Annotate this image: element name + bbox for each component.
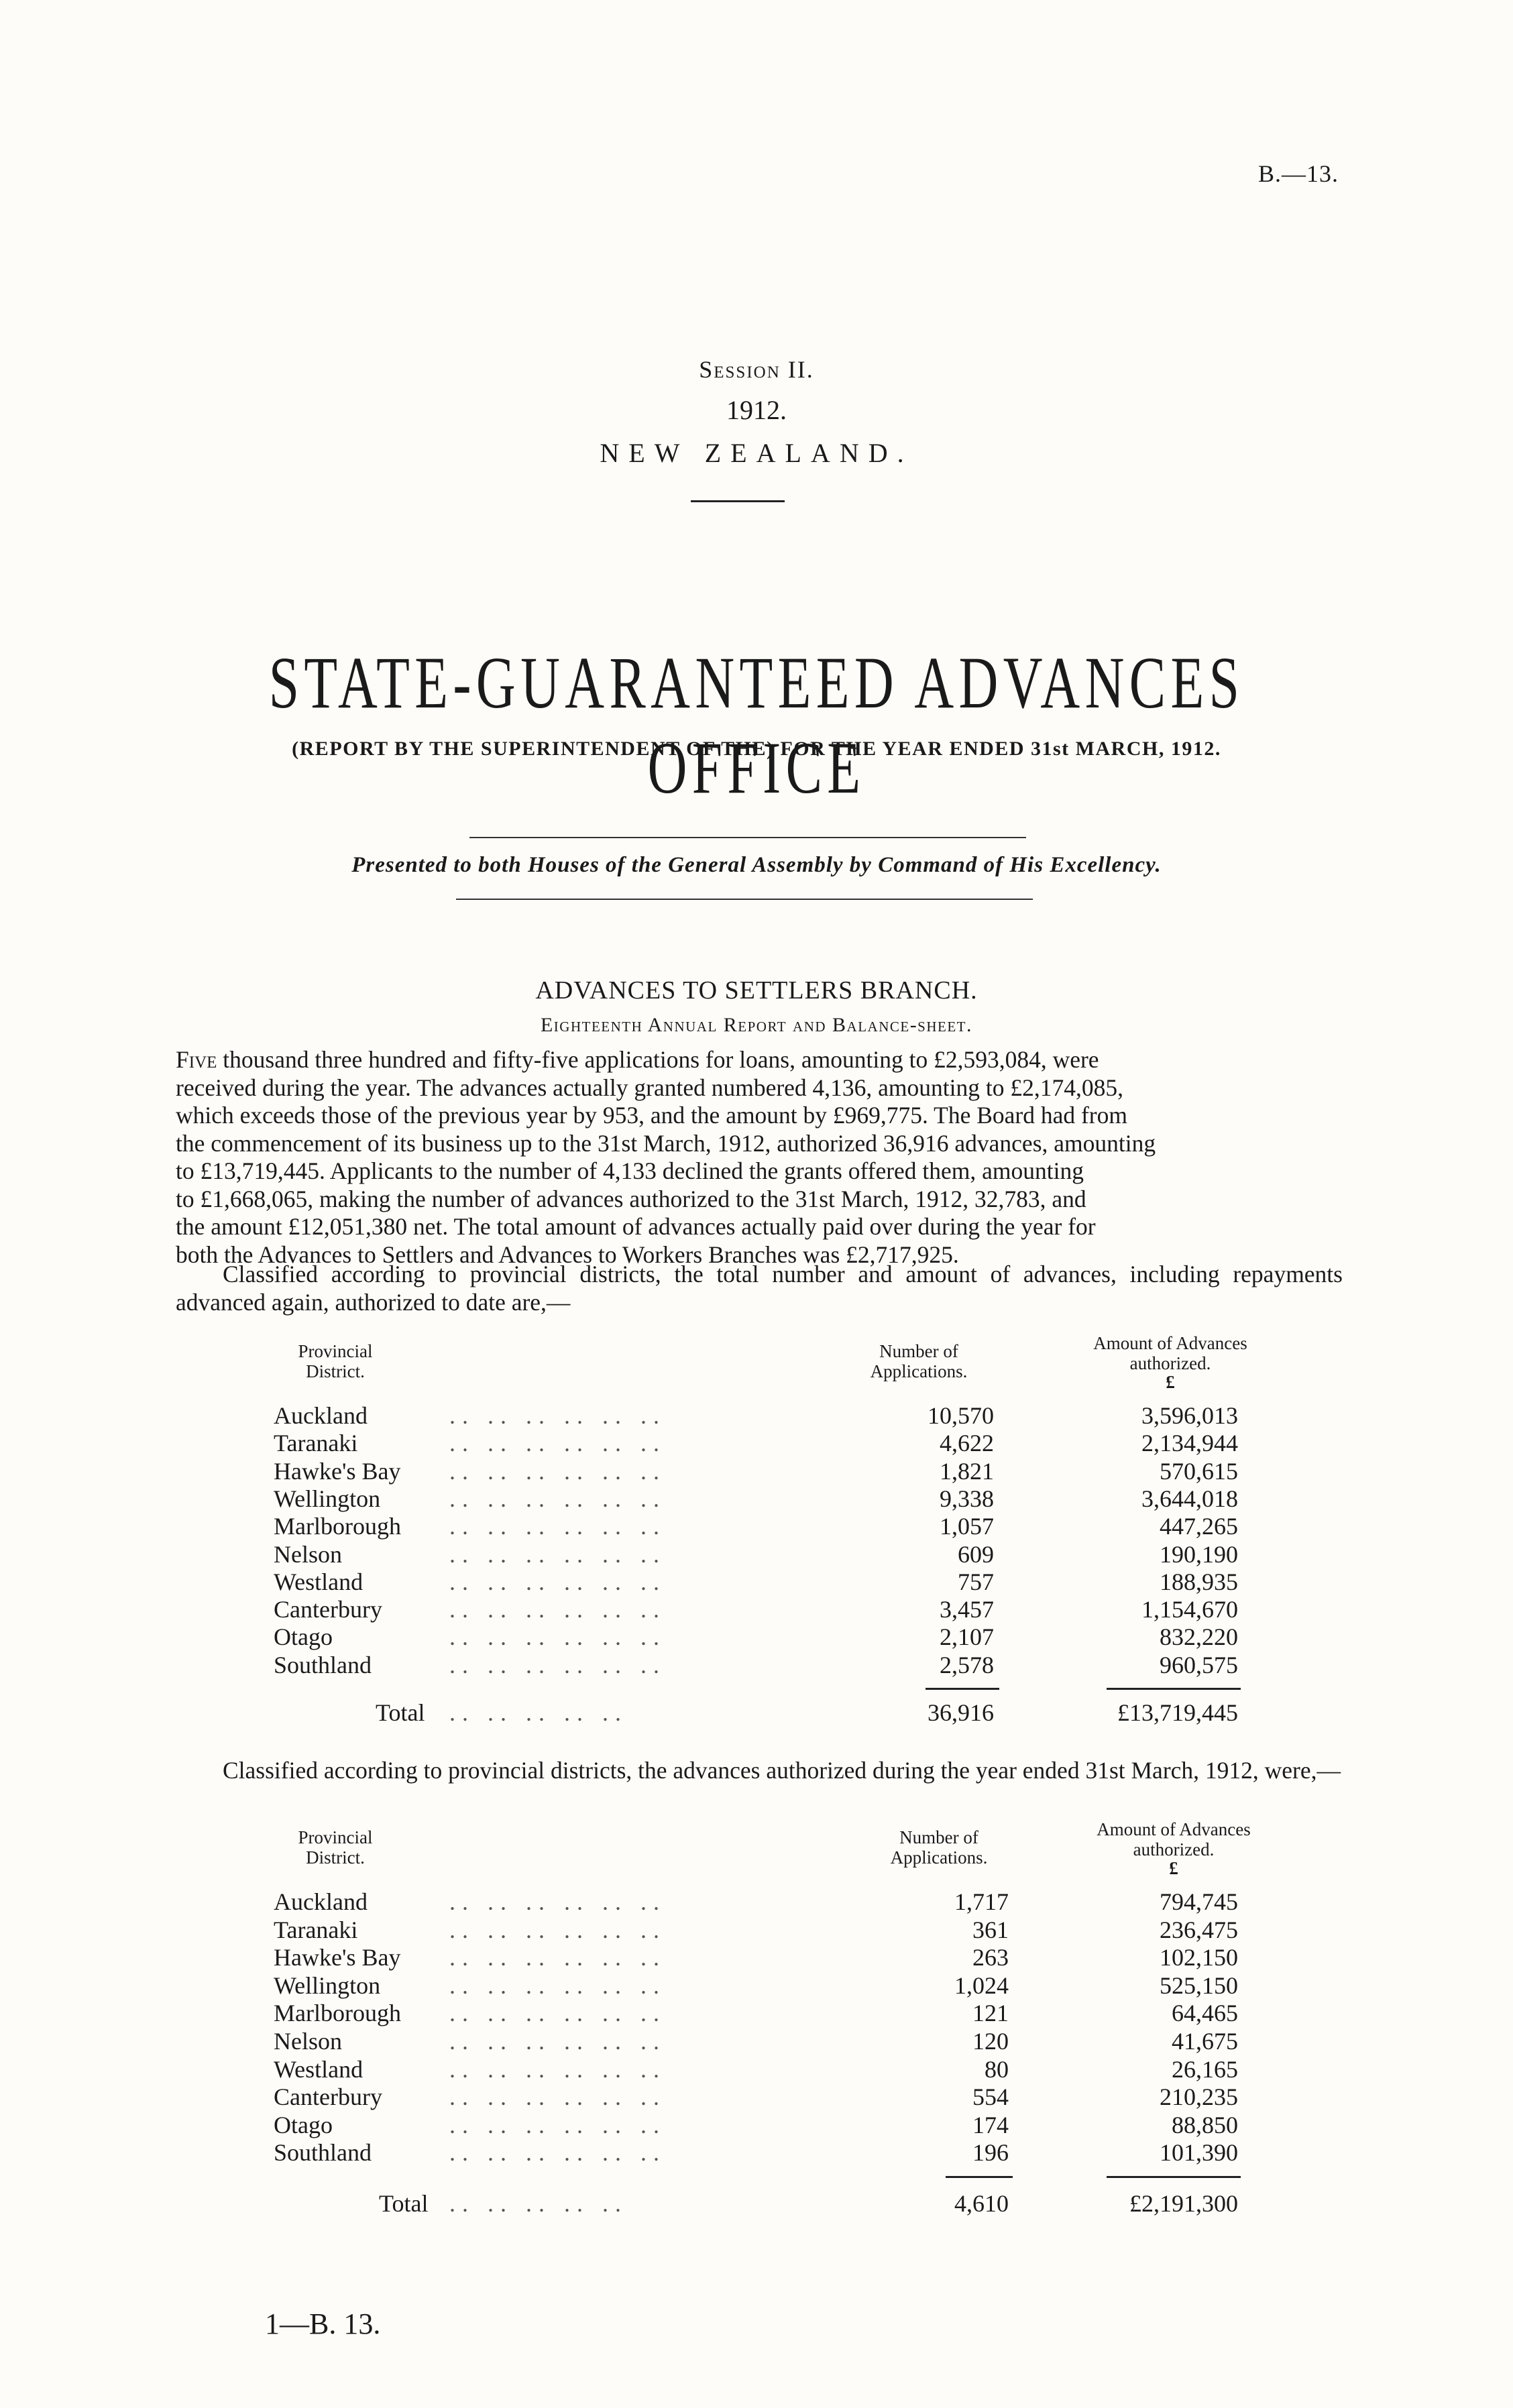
table-row [0, 1540, 1513, 1568]
cell-district: Auckland [274, 1402, 368, 1429]
total-label: Total [379, 2190, 429, 2217]
cell-district: Otago [274, 1623, 333, 1651]
table-row [0, 1999, 1513, 2027]
cell-amount: 64,465 [1172, 2000, 1238, 2027]
total-rule [1107, 1688, 1241, 1690]
table-row [0, 1943, 1513, 1971]
cell-district: Auckland [274, 1888, 368, 1915]
table-row [0, 1457, 1513, 1485]
cell-number: 1,057 [940, 1513, 994, 1540]
table-row [0, 2138, 1513, 2167]
paragraph-line: the commencement of its business up to the 31st March, 1912, authorized 36,916 advances, amounting [176, 1129, 1156, 1157]
cell-amount: 101,390 [1160, 2139, 1238, 2167]
leader-dots: .. .. .. .. .. .. [449, 1888, 666, 1915]
table-year-advances [0, 1821, 1513, 2236]
cell-number: 3,457 [940, 1596, 994, 1623]
presented-note: Presented to both Houses of the General Assembly by Command of His Excellency. [351, 853, 1162, 877]
cell-amount: 525,150 [1160, 1971, 1238, 1999]
table-row [0, 2055, 1513, 2083]
table-row [0, 1916, 1513, 1944]
leader-dots: .. .. .. .. .. .. [449, 1513, 666, 1540]
cell-amount: 26,165 [1172, 2055, 1238, 2083]
cell-amount: 88,850 [1172, 2111, 1238, 2138]
cell-number: 609 [958, 1540, 994, 1568]
paragraph-line: which exceeds those of the previous year by 953, and the amount by £969,775. The Board had from [176, 1102, 1127, 1129]
cell-district: Nelson [274, 1540, 342, 1568]
document-reference: B.—13. [1257, 160, 1339, 187]
paragraph-line [176, 1046, 1343, 1074]
year-label: 1912. [726, 395, 787, 425]
total-label: Total [376, 1699, 425, 1726]
cell-amount: 960,575 [1160, 1651, 1238, 1678]
leader-dots: .. .. .. .. .. .. [449, 2000, 666, 2027]
leader-dots: .. .. .. .. .. .. [449, 1457, 666, 1485]
leader-dots: .. .. .. .. .. .. [449, 1623, 666, 1651]
table-row [0, 1429, 1513, 1457]
table-row [0, 1568, 1513, 1596]
cell-amount: 3,596,013 [1141, 1402, 1238, 1429]
cell-district: Southland [274, 2139, 372, 2167]
section-subheading: Eighteenth Annual Report and Balance-sheet. [540, 1014, 973, 1036]
leader-dots: .. .. .. .. .. .. [449, 1568, 666, 1595]
table-row [0, 2111, 1513, 2139]
cell-district: Wellington [274, 1971, 381, 1999]
column-header-currency: £ [1166, 1372, 1175, 1392]
table-row [0, 1651, 1513, 1679]
table-row [0, 1485, 1513, 1513]
table-row [0, 1401, 1513, 1430]
cell-number: 80 [985, 2055, 1009, 2083]
cell-district: Canterbury [274, 2083, 382, 2111]
cell-number: 120 [972, 2028, 1009, 2055]
column-header-amount: Amount of Advances authorized. [1093, 1333, 1247, 1373]
session-label: Session II. [699, 356, 814, 383]
cell-number: 4,622 [940, 1430, 994, 1457]
cell-amount: 447,265 [1160, 1513, 1238, 1540]
cell-amount: 41,675 [1172, 2028, 1238, 2055]
cell-amount: 570,615 [1160, 1457, 1238, 1485]
cell-amount: 832,220 [1160, 1623, 1238, 1651]
cell-number: 9,338 [940, 1485, 994, 1512]
leader-dots: .. .. .. .. .. .. [449, 1402, 666, 1429]
table-total-row [0, 2189, 1513, 2218]
leader-dots: .. .. .. .. .. .. [449, 2055, 666, 2083]
total-number: 36,916 [928, 1699, 994, 1726]
cell-number: 2,578 [940, 1651, 994, 1678]
cell-district: Marlborough [274, 2000, 401, 2027]
divider [456, 899, 1033, 900]
cell-district: Southland [274, 1651, 372, 1678]
leader-dots: .. .. .. .. .. .. [449, 2111, 666, 2138]
cell-number: 361 [972, 1916, 1009, 1943]
column-header-currency: £ [1169, 1858, 1178, 1878]
divider [469, 837, 1026, 838]
table-row [0, 1623, 1513, 1651]
cell-amount: 236,475 [1160, 1916, 1238, 1943]
cell-number: 10,570 [928, 1402, 994, 1429]
page-signature: 1—B. 13. [265, 2307, 381, 2340]
section-heading: ADVANCES TO SETTLERS BRANCH. [535, 976, 978, 1005]
cell-district: Westland [274, 2055, 363, 2083]
table-total-row [0, 1699, 1513, 1727]
cell-amount: 210,235 [1160, 2083, 1238, 2111]
paragraph-classified-year: Classified according to provincial districts, the advances authorized during the year ended 31st March, 1912, were,— [223, 1757, 1341, 1784]
page-subtitle: (REPORT BY THE SUPERINTENDENT OF THE) FOR THE YEAR ENDED 31st MARCH, 1912. [292, 738, 1221, 760]
cell-amount: 1,154,670 [1141, 1596, 1238, 1623]
leader-dots: .. .. .. .. .. .. [449, 1971, 666, 1999]
cell-amount: 102,150 [1160, 1944, 1238, 1971]
cell-amount: 2,134,944 [1141, 1430, 1238, 1457]
leader-dots: .. .. .. .. .. .. [449, 1430, 666, 1457]
cell-number: 1,821 [940, 1457, 994, 1485]
cell-district: Canterbury [274, 1596, 382, 1623]
table-row [0, 1888, 1513, 1916]
table-row [0, 1971, 1513, 2000]
paragraph-classified-total: Classified according to provincial districts, the total number and amount of advances, including repayments advanced again, authorized to date are,— [176, 1261, 1343, 1316]
paragraph-lead: Five [176, 1046, 217, 1073]
cell-amount: 3,644,018 [1141, 1485, 1238, 1512]
table-row [0, 2083, 1513, 2111]
paragraph-line: to £1,668,065, making the number of advances authorized to the 31st March, 1912, 32,783, and [176, 1185, 1086, 1212]
table-row [0, 1512, 1513, 1540]
cell-district: Westland [274, 1568, 363, 1595]
cell-number: 1,717 [954, 1888, 1009, 1915]
cell-district: Wellington [274, 1485, 381, 1512]
cell-number: 554 [972, 2083, 1009, 2111]
cell-amount: 794,745 [1160, 1888, 1238, 1915]
cell-number: 1,024 [954, 1971, 1009, 1999]
leader-dots: .. .. .. .. .. .. [449, 2083, 666, 2111]
paragraph-line: the amount £12,051,380 net. The total amount of advances actually paid over during the year for [176, 1213, 1096, 1240]
cell-district: Otago [274, 2111, 333, 2138]
total-rule [1107, 2176, 1241, 2178]
divider [691, 500, 785, 502]
column-header-amount: Amount of Advances authorized. [1097, 1819, 1251, 1859]
cell-number: 2,107 [940, 1623, 994, 1651]
paragraph-line-text: thousand three hundred and fifty-five applications for loans, amounting to £2,593,084, were [217, 1046, 1099, 1073]
paragraph-summary [176, 1046, 1343, 1269]
cell-district: Marlborough [274, 1513, 401, 1540]
country-label: NEW ZEALAND. [600, 438, 913, 468]
leader-dots: .. .. .. .. .. .. [449, 1540, 666, 1568]
cell-district: Hawke's Bay [274, 1457, 401, 1485]
cell-district: Nelson [274, 2028, 342, 2055]
cell-district: Hawke's Bay [274, 1944, 401, 1971]
paragraph-line: to £13,719,445. Applicants to the number of 4,133 declined the grants offered them, amounting [176, 1157, 1084, 1184]
leader-dots: .. .. .. .. .. .. [449, 2028, 666, 2055]
column-header-district: Provincial District. [298, 1341, 373, 1381]
column-header-number: Number of Applications. [890, 1827, 988, 1868]
cell-district: Taranaki [274, 1916, 358, 1943]
cell-number: 174 [972, 2111, 1009, 2138]
cell-number: 757 [958, 1568, 994, 1595]
cell-number: 121 [972, 2000, 1009, 2027]
column-header-number: Number of Applications. [870, 1341, 968, 1381]
cell-district: Taranaki [274, 1430, 358, 1457]
paragraph-line: received during the year. The advances actually granted numbered 4,136, amounting to £2,174,085, [176, 1074, 1123, 1101]
leader-dots: .. .. .. .. .. .. [449, 1651, 666, 1678]
cell-number: 196 [972, 2139, 1009, 2167]
cell-amount: 188,935 [1160, 1568, 1238, 1595]
leader-dots: .. .. .. .. .. .. [449, 2139, 666, 2167]
total-amount: £13,719,445 [1117, 1699, 1238, 1726]
total-rule [926, 1688, 999, 1690]
total-rule [946, 2176, 1013, 2178]
leader-dots: .. .. .. .. .. [449, 2190, 628, 2217]
total-number: 4,610 [954, 2190, 1009, 2217]
page-title: STATE-GUARANTEED ADVANCES OFFICE [268, 642, 1245, 809]
leader-dots: .. .. .. .. .. .. [449, 1944, 666, 1971]
leader-dots: .. .. .. .. .. .. [449, 1916, 666, 1943]
leader-dots: .. .. .. .. .. [449, 1699, 628, 1726]
table-row [0, 1595, 1513, 1623]
column-header-district: Provincial District. [298, 1827, 373, 1868]
leader-dots: .. .. .. .. .. .. [449, 1596, 666, 1623]
cell-number: 263 [972, 1944, 1009, 1971]
total-amount: £2,191,300 [1129, 2190, 1238, 2217]
paragraph-line: both the Advances to Settlers and Advances to Workers Branches was £2,717,925. [176, 1241, 959, 1268]
leader-dots: .. .. .. .. .. .. [449, 1485, 666, 1512]
table-row [0, 2027, 1513, 2055]
table-total-advances [0, 1334, 1513, 1737]
cell-amount: 190,190 [1160, 1540, 1238, 1568]
